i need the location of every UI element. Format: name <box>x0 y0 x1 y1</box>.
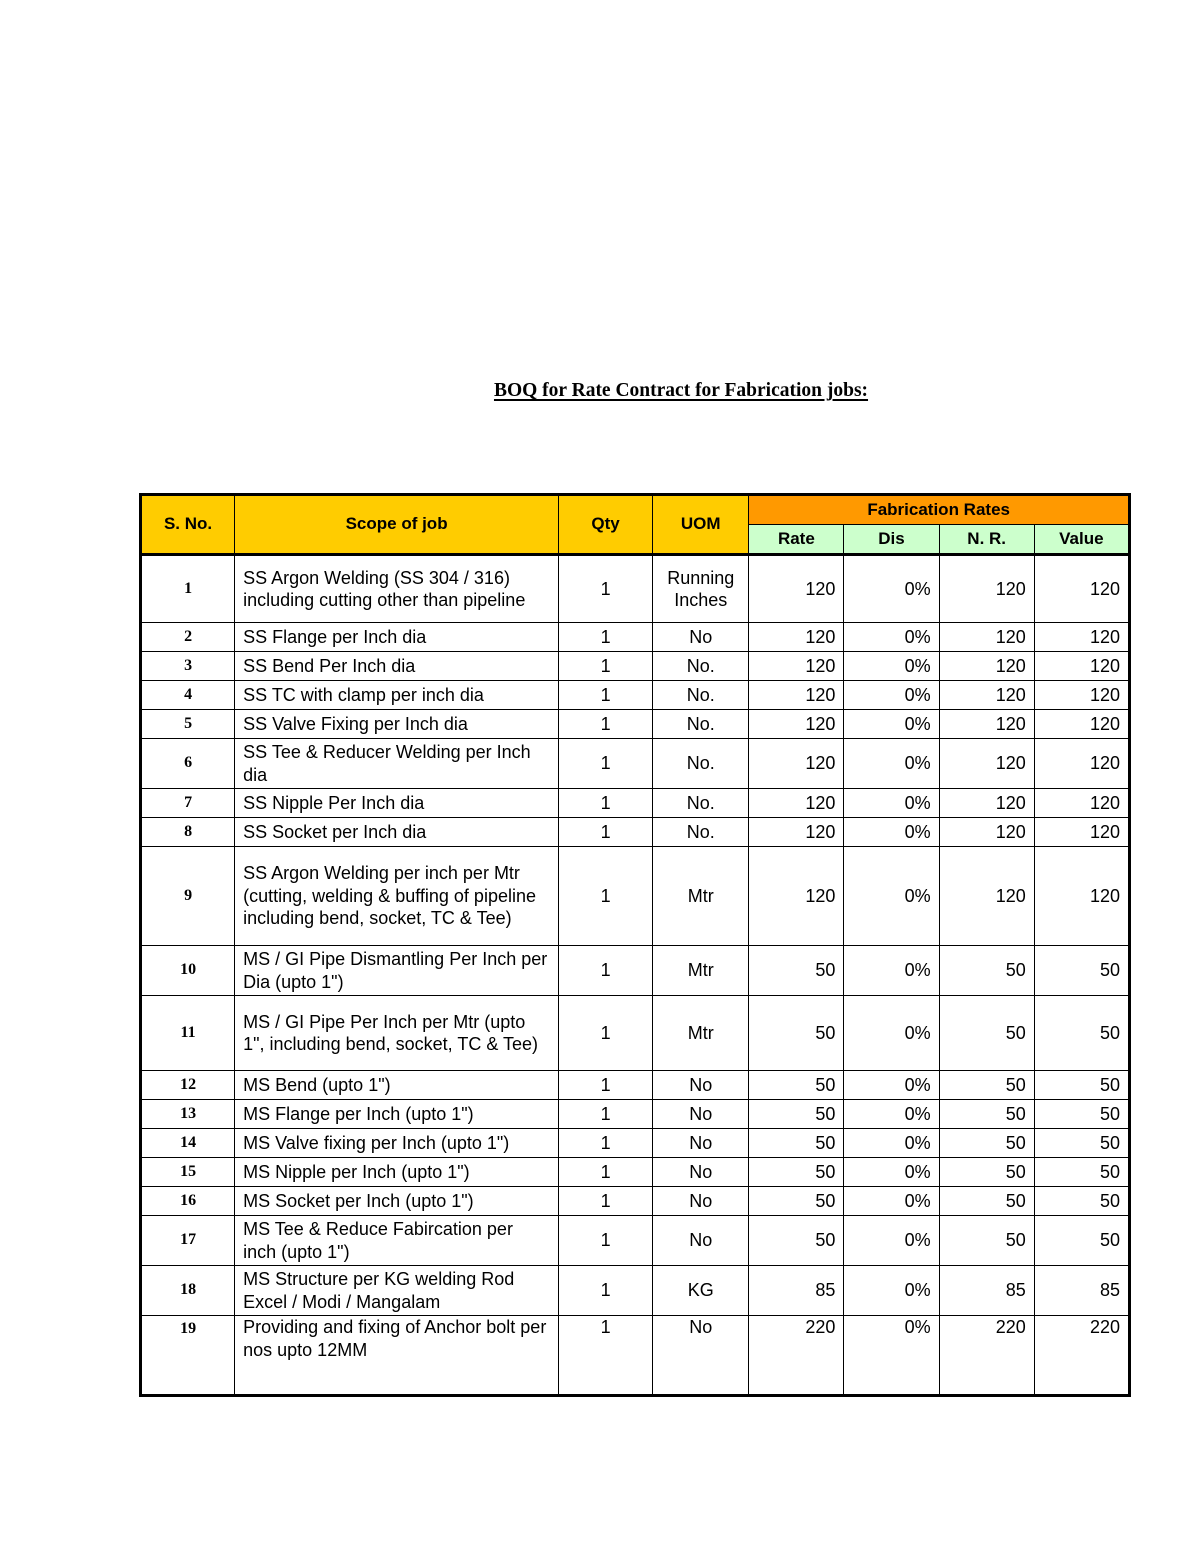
row-scope: MS / GI Pipe Dismantling Per Inch per Dia (upto 1") <box>235 946 559 996</box>
row-sno: 6 <box>141 739 235 789</box>
header-sno: S. No. <box>141 495 235 555</box>
row-qty: 1 <box>559 1071 653 1100</box>
row-uom: KG <box>653 1266 749 1316</box>
row-rate: 120 <box>749 623 844 652</box>
table-row <box>141 1071 1130 1100</box>
table-row <box>141 1158 1130 1187</box>
row-sno: 15 <box>141 1158 235 1187</box>
row-rate: 50 <box>749 1071 844 1100</box>
row-scope: MS Tee & Reduce Fabircation per inch (upto 1") <box>235 1216 559 1266</box>
row-qty: 1 <box>559 623 653 652</box>
row-uom: No. <box>653 818 749 847</box>
row-uom: Running Inches <box>653 555 749 623</box>
row-uom: No <box>653 1100 749 1129</box>
row-value: 220 <box>1034 1316 1129 1396</box>
row-scope: SS Valve Fixing per Inch dia <box>235 710 559 739</box>
row-nr: 50 <box>939 946 1034 996</box>
row-nr: 120 <box>939 681 1034 710</box>
row-nr: 120 <box>939 623 1034 652</box>
row-rate: 220 <box>749 1316 844 1396</box>
row-value: 120 <box>1034 739 1129 789</box>
row-dis: 0% <box>844 1129 939 1158</box>
table-row <box>141 789 1130 818</box>
row-nr: 50 <box>939 1100 1034 1129</box>
row-scope: MS Socket per Inch (upto 1") <box>235 1187 559 1216</box>
row-value: 50 <box>1034 996 1129 1071</box>
row-scope: MS Flange per Inch (upto 1") <box>235 1100 559 1129</box>
row-rate: 120 <box>749 681 844 710</box>
header-fabrication-rates: Fabrication Rates <box>749 495 1130 525</box>
row-nr: 50 <box>939 996 1034 1071</box>
row-nr: 120 <box>939 789 1034 818</box>
row-qty: 1 <box>559 847 653 946</box>
row-uom: Mtr <box>653 946 749 996</box>
row-dis: 0% <box>844 1158 939 1187</box>
table-row <box>141 1216 1130 1266</box>
row-uom: No <box>653 1316 749 1396</box>
row-scope: MS Nipple per Inch (upto 1") <box>235 1158 559 1187</box>
row-uom: Mtr <box>653 996 749 1071</box>
row-dis: 0% <box>844 710 939 739</box>
row-rate: 50 <box>749 1100 844 1129</box>
row-uom: No. <box>653 789 749 818</box>
row-scope: SS Argon Welding per inch per Mtr (cutting, welding & buffing of pipeline including bend, socket, TC & Tee) <box>235 847 559 946</box>
row-sno: 1 <box>141 555 235 623</box>
row-rate: 120 <box>749 555 844 623</box>
row-sno: 3 <box>141 652 235 681</box>
row-qty: 1 <box>559 818 653 847</box>
table-row <box>141 710 1130 739</box>
row-qty: 1 <box>559 1216 653 1266</box>
header-qty: Qty <box>559 495 653 555</box>
row-dis: 0% <box>844 946 939 996</box>
row-sno: 16 <box>141 1187 235 1216</box>
row-dis: 0% <box>844 996 939 1071</box>
row-qty: 1 <box>559 1266 653 1316</box>
row-dis: 0% <box>844 555 939 623</box>
row-sno: 7 <box>141 789 235 818</box>
row-dis: 0% <box>844 1216 939 1266</box>
row-sno: 11 <box>141 996 235 1071</box>
row-sno: 4 <box>141 681 235 710</box>
row-uom: No <box>653 623 749 652</box>
row-value: 120 <box>1034 818 1129 847</box>
row-scope: SS Tee & Reducer Welding per Inch dia <box>235 739 559 789</box>
boq-table <box>139 493 1131 1397</box>
row-nr: 50 <box>939 1071 1034 1100</box>
row-nr: 120 <box>939 652 1034 681</box>
row-sno: 18 <box>141 1266 235 1316</box>
row-nr: 85 <box>939 1266 1034 1316</box>
row-qty: 1 <box>559 946 653 996</box>
row-sno: 13 <box>141 1100 235 1129</box>
table-row <box>141 847 1130 946</box>
row-qty: 1 <box>559 1129 653 1158</box>
header-dis: Dis <box>844 525 939 555</box>
row-dis: 0% <box>844 1266 939 1316</box>
row-value: 85 <box>1034 1266 1129 1316</box>
row-uom: No. <box>653 710 749 739</box>
row-rate: 120 <box>749 739 844 789</box>
row-uom: No. <box>653 681 749 710</box>
row-scope: SS Bend Per Inch dia <box>235 652 559 681</box>
row-rate: 50 <box>749 1216 844 1266</box>
row-dis: 0% <box>844 623 939 652</box>
table-row <box>141 739 1130 789</box>
row-sno: 10 <box>141 946 235 996</box>
row-uom: Mtr <box>653 847 749 946</box>
row-dis: 0% <box>844 681 939 710</box>
table-row <box>141 996 1130 1071</box>
row-scope: Providing and fixing of Anchor bolt per nos upto 12MM <box>235 1316 559 1396</box>
row-nr: 120 <box>939 555 1034 623</box>
row-rate: 120 <box>749 818 844 847</box>
row-value: 50 <box>1034 1187 1129 1216</box>
row-value: 120 <box>1034 847 1129 946</box>
row-qty: 1 <box>559 681 653 710</box>
row-sno: 17 <box>141 1216 235 1266</box>
table-row <box>141 652 1130 681</box>
row-nr: 50 <box>939 1129 1034 1158</box>
row-value: 120 <box>1034 623 1129 652</box>
row-value: 120 <box>1034 555 1129 623</box>
header-rate: Rate <box>749 525 844 555</box>
row-value: 50 <box>1034 1100 1129 1129</box>
row-rate: 50 <box>749 1129 844 1158</box>
row-value: 120 <box>1034 710 1129 739</box>
row-nr: 120 <box>939 710 1034 739</box>
row-value: 50 <box>1034 1158 1129 1187</box>
row-qty: 1 <box>559 710 653 739</box>
row-scope: MS Structure per KG welding Rod Excel / Modi / Mangalam <box>235 1266 559 1316</box>
row-value: 50 <box>1034 1216 1129 1266</box>
row-scope: MS / GI Pipe Per Inch per Mtr (upto 1", including bend, socket, TC & Tee) <box>235 996 559 1071</box>
table-row <box>141 1129 1130 1158</box>
row-scope: SS Socket per Inch dia <box>235 818 559 847</box>
table-row <box>141 1100 1130 1129</box>
header-scope: Scope of job <box>235 495 559 555</box>
row-uom: No <box>653 1187 749 1216</box>
header-nr: N. R. <box>939 525 1034 555</box>
row-dis: 0% <box>844 847 939 946</box>
boq-table-body <box>141 555 1130 1396</box>
table-row <box>141 681 1130 710</box>
table-row <box>141 1316 1130 1396</box>
row-qty: 1 <box>559 1187 653 1216</box>
table-row <box>141 818 1130 847</box>
row-uom: No <box>653 1158 749 1187</box>
row-sno: 8 <box>141 818 235 847</box>
row-scope: SS Argon Welding (SS 304 / 316) including cutting other than pipeline <box>235 555 559 623</box>
row-nr: 50 <box>939 1158 1034 1187</box>
row-qty: 1 <box>559 739 653 789</box>
row-dis: 0% <box>844 789 939 818</box>
row-rate: 85 <box>749 1266 844 1316</box>
row-sno: 5 <box>141 710 235 739</box>
row-nr: 220 <box>939 1316 1034 1396</box>
row-dis: 0% <box>844 739 939 789</box>
row-qty: 1 <box>559 555 653 623</box>
row-value: 50 <box>1034 1129 1129 1158</box>
row-value: 50 <box>1034 946 1129 996</box>
row-sno: 2 <box>141 623 235 652</box>
header-value: Value <box>1034 525 1129 555</box>
table-row <box>141 555 1130 623</box>
row-sno: 14 <box>141 1129 235 1158</box>
row-sno: 12 <box>141 1071 235 1100</box>
row-sno: 9 <box>141 847 235 946</box>
row-value: 120 <box>1034 652 1129 681</box>
row-qty: 1 <box>559 1100 653 1129</box>
row-rate: 120 <box>749 789 844 818</box>
row-rate: 50 <box>749 996 844 1071</box>
row-dis: 0% <box>844 1100 939 1129</box>
row-uom: No <box>653 1071 749 1100</box>
row-uom: No. <box>653 652 749 681</box>
row-uom: No <box>653 1216 749 1266</box>
row-nr: 50 <box>939 1216 1034 1266</box>
table-row <box>141 1266 1130 1316</box>
table-row <box>141 623 1130 652</box>
row-value: 50 <box>1034 1071 1129 1100</box>
row-scope: SS TC with clamp per inch dia <box>235 681 559 710</box>
row-rate: 50 <box>749 1187 844 1216</box>
row-value: 120 <box>1034 789 1129 818</box>
row-rate: 120 <box>749 652 844 681</box>
row-rate: 120 <box>749 847 844 946</box>
row-sno: 19 <box>141 1316 235 1396</box>
row-dis: 0% <box>844 1316 939 1396</box>
row-nr: 120 <box>939 739 1034 789</box>
row-dis: 0% <box>844 1071 939 1100</box>
header-uom: UOM <box>653 495 749 555</box>
row-qty: 1 <box>559 789 653 818</box>
row-uom: No <box>653 1129 749 1158</box>
table-row <box>141 946 1130 996</box>
row-scope: SS Nipple Per Inch dia <box>235 789 559 818</box>
row-qty: 1 <box>559 1316 653 1396</box>
row-scope: MS Bend (upto 1") <box>235 1071 559 1100</box>
row-qty: 1 <box>559 1158 653 1187</box>
row-qty: 1 <box>559 996 653 1071</box>
row-nr: 120 <box>939 847 1034 946</box>
row-dis: 0% <box>844 1187 939 1216</box>
row-scope: SS Flange per Inch dia <box>235 623 559 652</box>
row-dis: 0% <box>844 652 939 681</box>
row-uom: No. <box>653 739 749 789</box>
table-row <box>141 1187 1130 1216</box>
row-scope: MS Valve fixing per Inch (upto 1") <box>235 1129 559 1158</box>
row-dis: 0% <box>844 818 939 847</box>
row-nr: 120 <box>939 818 1034 847</box>
row-rate: 120 <box>749 710 844 739</box>
row-rate: 50 <box>749 946 844 996</box>
document-title: BOQ for Rate Contract for Fabrication jobs: <box>493 380 869 401</box>
row-nr: 50 <box>939 1187 1034 1216</box>
row-value: 120 <box>1034 681 1129 710</box>
row-qty: 1 <box>559 652 653 681</box>
row-rate: 50 <box>749 1158 844 1187</box>
